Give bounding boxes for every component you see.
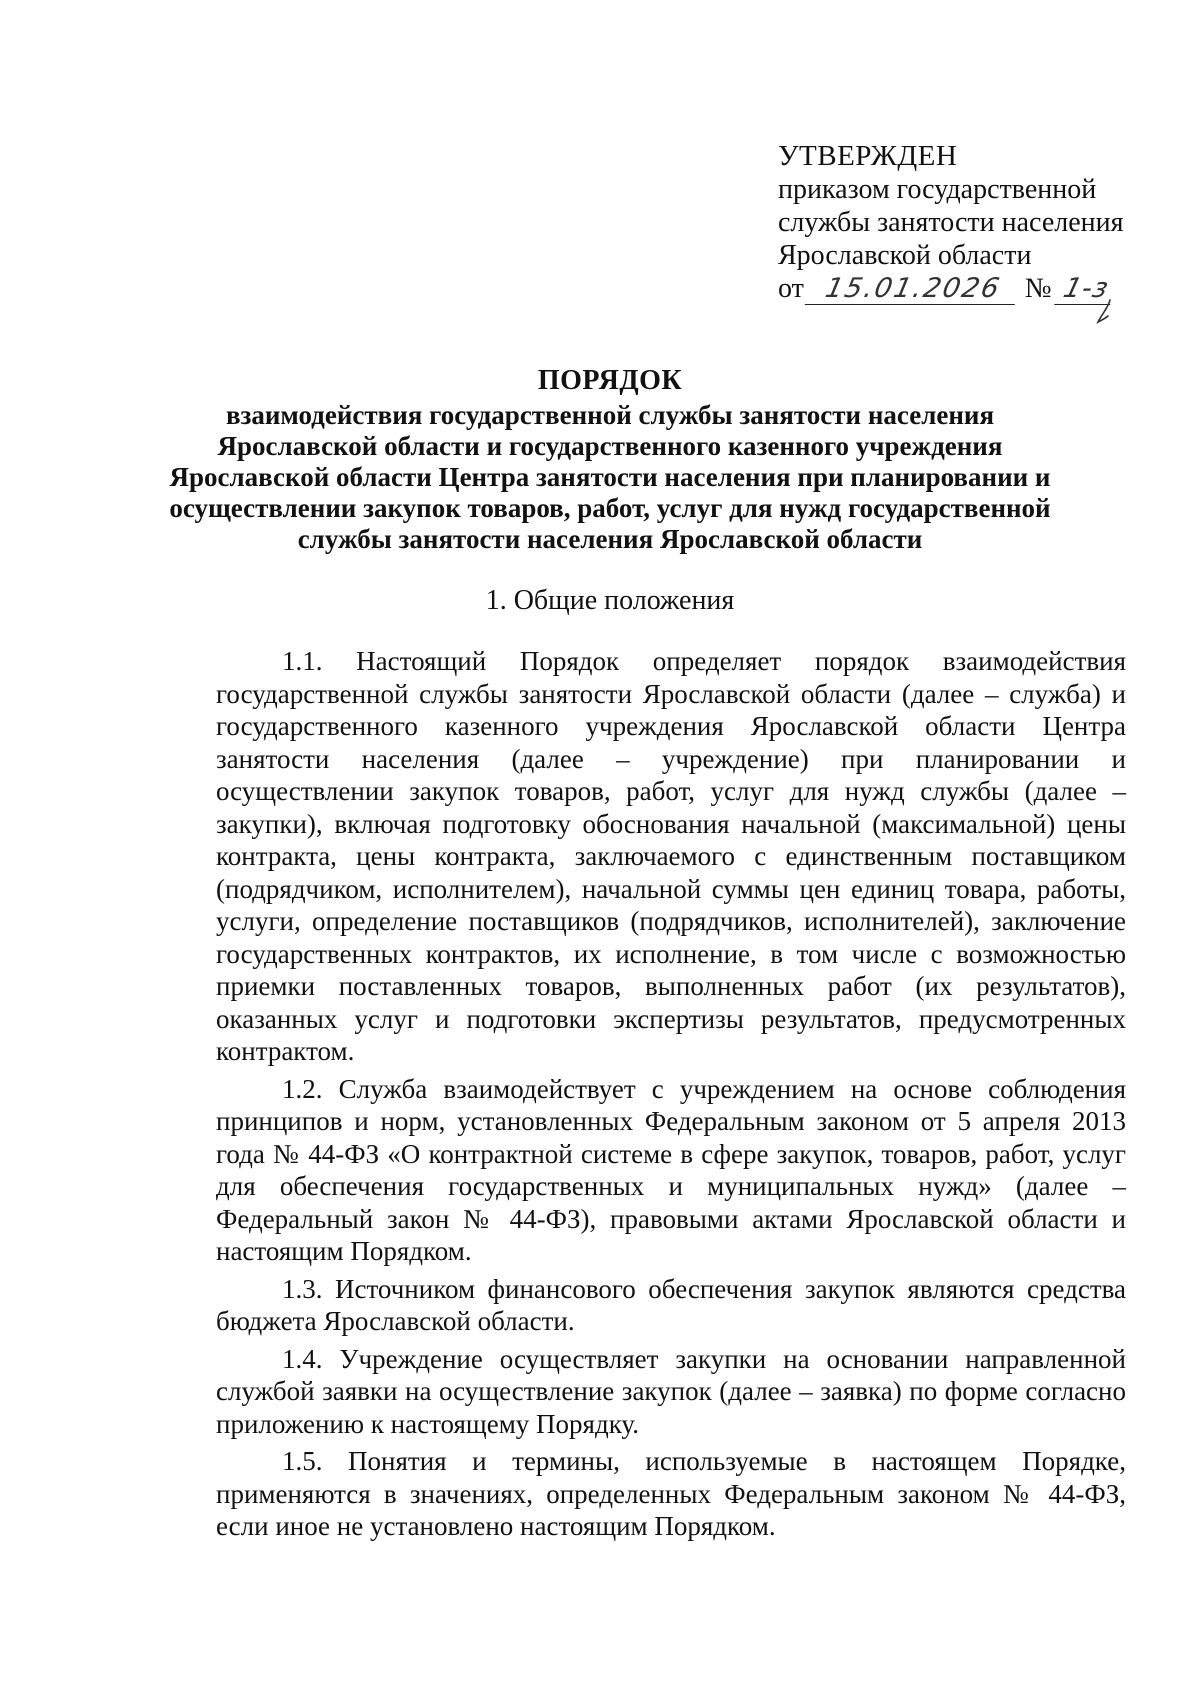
approval-line-1: приказом государственной [778,174,1097,205]
approval-line-2: службы занятости населения [778,207,1124,238]
paragraph-1-5: 1.5. Понятия и термины, используемые в настоящем Порядке, применяются в значениях, определенных Федеральным законом № 44-ФЗ, если иное не установлено настоящим Порядком. [216,1446,1126,1541]
handwriting-stroke-icon [1094,298,1116,326]
handwritten-number: 1-з [1054,274,1118,305]
document-subtitle-line: службы занятости населения Ярославской области [297,524,923,554]
handwritten-date: 15.01.2026 [805,274,1022,305]
document-subtitle-line: Ярославской области и государственного казенного учреждения [217,431,1003,461]
approval-stamp-block [778,140,1158,305]
document-subtitle-line: осуществлении закупок товаров, работ, услуг для нужд государственной [169,493,1051,523]
document-title-block [150,365,1070,555]
paragraph-1-1: 1.1. Настоящий Порядок определяет порядок взаимодействия государственной службы занятости Ярославской области (далее – служба) и государственного казенного учреждения Ярославской области Центра занятости населения (далее – учреждение) при планировании и осуществлении закупок товаров, работ, услуг для нужд службы (далее – закупки), включая подготовку обоснования начальной (максимальной) цены контракта, цены контракта, заключаемого с единственным поставщиком (подрядчиком, исполнителем), начальной суммы цен единиц товара, работы, услуги, определение поставщиков (подрядчиков, исполнителей), заключение государственных контрактов, их исполнение, в том числе с возможностью приемки поставленных товаров, выполненных работ (их результатов), оказанных услуг и подготовки экспертизы результатов, предусмотренных контрактом. [216,646,1126,1066]
approval-title: УТВЕРЖДЕН [778,140,958,172]
document-subtitle-line: Ярославской области Центра занятости населения при планировании и [169,462,1051,492]
number-prefix: № [1024,273,1052,304]
date-prefix: от [778,273,804,304]
document-title: ПОРЯДОК [537,365,683,396]
section-heading: 1. Общие положения [485,585,735,616]
approval-line-3: Ярославской области [778,240,1032,271]
document-body [216,645,1126,1543]
paragraph-1-2: 1.2. Служба взаимодействует с учреждением на основе соблюдения принципов и норм, установленных Федеральным законом от 5 апреля 2013 года № 44-ФЗ «О контрактной системе в сфере закупок, товаров, работ, услуг для обеспечения государственных и муниципальных нужд» (далее – Федеральный закон № 44-ФЗ), правовыми актами Ярославской области и настоящим Порядком. [216,1073,1126,1266]
document-subtitle-line: взаимодействия государственной службы занятости населения [225,400,995,430]
approval-date-line [778,272,1158,305]
paragraph-1-3: 1.3. Источником финансового обеспечения закупок являются средства бюджета Ярославской области. [216,1273,1126,1336]
paragraph-1-4: 1.4. Учреждение осуществляет закупки на основании направленной службой заявки на осуществление закупок (далее – заявка) по форме согласно приложению к настоящему Порядку. [216,1343,1126,1439]
